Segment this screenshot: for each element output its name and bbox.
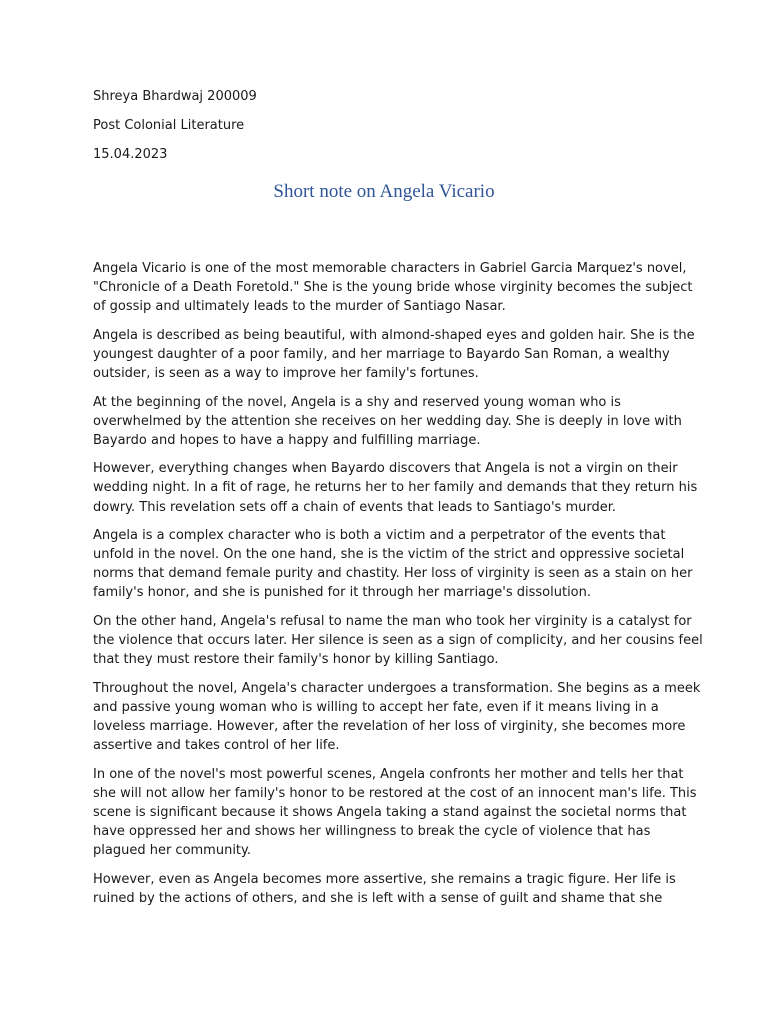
paragraph-line: that they must restore their family's honor by killing Santiago. <box>93 652 499 668</box>
course-line: Post Colonial Literature <box>93 118 245 133</box>
paragraph-line: Bayardo and hopes to have a happy and fulfilling marriage. <box>93 432 481 448</box>
paragraph-line: family's honor, and she is punished for it through her marriage's dissolution. <box>93 585 592 601</box>
paragraph-line: Angela Vicario is one of the most memorable characters in Gabriel Garcia Marquez's novel, <box>93 261 687 276</box>
paragraph-line: dowry. This revelation sets off a chain of events that leads to Santiago's murder. <box>93 499 617 515</box>
paragraph-line: In one of the novel's most powerful scenes, Angela confronts her mother and tells her that <box>93 766 684 782</box>
author-line: Shreya Bhardwaj 200009 <box>93 89 257 104</box>
paragraph <box>93 679 701 755</box>
paragraph-line: unfold in the novel. On the one hand, she is the victim of the strict and oppressive societal <box>93 547 685 563</box>
document-title: Short note on Angela Vicario <box>273 181 495 202</box>
paragraph <box>93 259 693 316</box>
paragraph-line: wedding night. In a fit of rage, he returns her to her family and demands that they return his <box>93 480 698 496</box>
paragraph-line: outsider, is seen as a way to improve her family's fortunes. <box>93 365 479 381</box>
paragraph-line: "Chronicle of a Death Foretold." She is the young bride whose virginity becomes the subject <box>93 280 693 296</box>
date-line: 15.04.2023 <box>93 147 168 162</box>
paragraph <box>93 393 683 450</box>
paragraph-line: scene is significant because it shows Angela taking a stand against the societal norms that <box>93 804 687 820</box>
paragraph-line: However, everything changes when Bayardo discovers that Angela is not a virgin on their <box>93 461 678 477</box>
paragraph <box>93 326 695 383</box>
paragraph-line: On the other hand, Angela's refusal to name the man who took her virginity is a catalyst for <box>93 614 692 629</box>
paragraph <box>93 459 698 516</box>
paragraph <box>93 526 693 602</box>
paragraph-line: youngest daughter of a poor family, and her marriage to Bayardo San Roman, a wealthy <box>93 346 670 362</box>
paragraph-line: At the beginning of the novel, Angela is a shy and reserved young woman who is <box>93 394 621 410</box>
paragraph-line: of gossip and ultimately leads to the murder of Santiago Nasar. <box>93 299 506 315</box>
paragraph-line: ruined by the actions of others, and she is left with a sense of guilt and shame that she <box>93 890 663 906</box>
document-body <box>93 259 703 917</box>
paragraph-line: Angela is a complex character who is both a victim and a perpetrator of the events that <box>93 528 666 544</box>
paragraph-line: Throughout the novel, Angela's character undergoes a transformation. She begins as a meek <box>93 680 701 696</box>
paragraph-line: However, even as Angela becomes more assertive, she remains a tragic figure. Her life is <box>93 871 676 887</box>
paragraph-line: Angela is described as being beautiful, with almond-shaped eyes and golden hair. She is the <box>93 327 695 343</box>
paragraph-line: and passive young woman who is willing to accept her fate, even if it means living in a <box>93 699 659 715</box>
paragraph-line: assertive and takes control of her life. <box>93 738 340 754</box>
paragraph-line: she will not allow her family's honor to be restored at the cost of an innocent man's life. This <box>93 785 697 801</box>
paragraph-line: the violence that occurs later. Her silence is seen as a sign of complicity, and her cousins feel <box>93 633 703 649</box>
paragraph <box>93 870 683 908</box>
paragraph-line: plagued her community. <box>93 843 252 859</box>
paragraph-line: have oppressed her and shows her willingness to break the cycle of violence that has <box>93 823 651 839</box>
paragraph <box>93 612 703 669</box>
paragraph-line: overwhelmed by the attention she receives on her wedding day. She is deeply in love with <box>93 413 682 429</box>
paragraph-line: norms that demand female purity and chastity. Her loss of virginity is seen as a stain on her <box>93 566 693 582</box>
paragraph-line: loveless marriage. However, after the revelation of her loss of virginity, she becomes more <box>93 718 686 734</box>
paragraph <box>93 765 697 860</box>
